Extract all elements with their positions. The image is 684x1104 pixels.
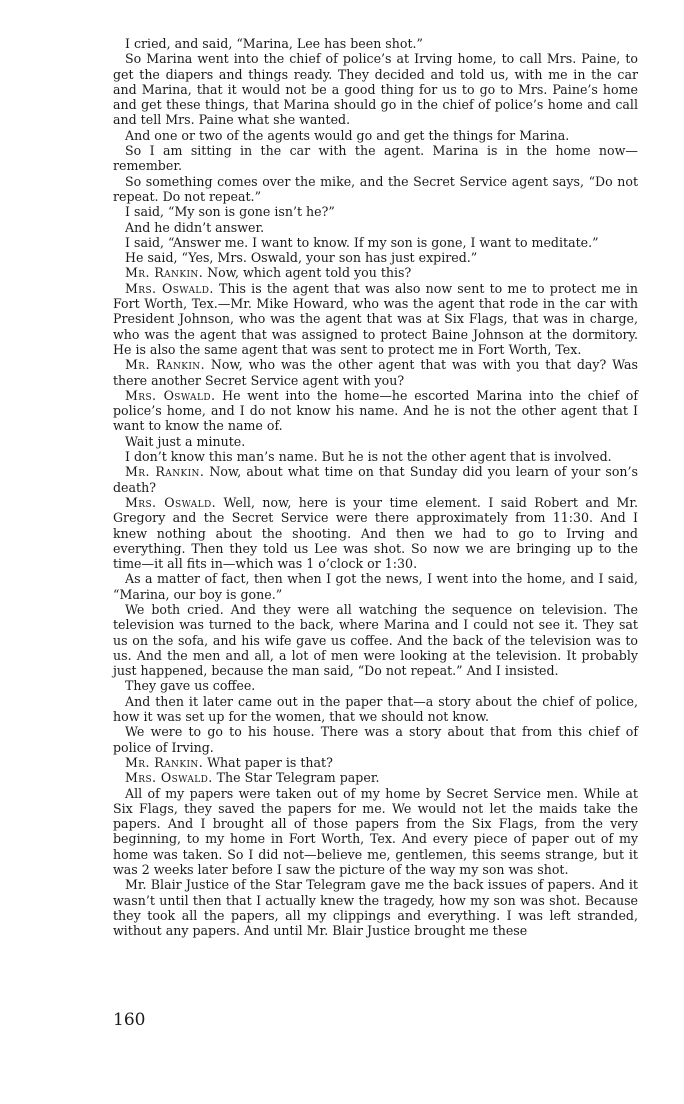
- paragraph: I don’t know this man’s name. But he is not the other agent that is involved.: [125, 449, 612, 465]
- paragraph: Mr. Rankin. Now, which agent told you this?: [125, 265, 412, 281]
- paragraph: I cried, and said, “Marina, Lee has been shot.”: [125, 36, 423, 51]
- paragraph: Mrs. Oswald. This is the agent that was also now sent to me to protect me in Fort Worth, Tex.—Mr. Mike Howard, who was the agent that rode in the car with President Johnson, who was the agent that was at Six Flags, that was in charge, who was the agent that was assigned to protect Baine Johnson at the dormitory. He is also the same agent that was sent to protect me in Fort Worth, Tex.: [113, 280, 638, 357]
- paragraph: We both cried. And they were all watching the sequence on television. The television was turned to the back, where Marina and I could not see it. They sat us on the sofa, and his wife gave us coffee. And the back of the television was to us. And the men and all, a lot of men were looking at the television. It probably just happened, because the man said, “Do not repeat.” And I insisted.: [113, 601, 638, 679]
- paragraph: Mr. Rankin. What paper is that?: [125, 754, 333, 770]
- page-number: 160: [113, 1010, 146, 1030]
- paragraph: All of my papers were taken out of my home by Secret Service men. While at Six Flags, they saved the papers for me. We would not let the maids take the papers. And I brought all of those papers from the Six Flags, from the very beginning, to my home in Fort Worth, Tex. And every piece of paper out of my home was taken. So I did not—believe me, gentlemen, this seems strange, but it was 2 weeks later before I saw the picture of the way my son was shot.: [113, 785, 638, 878]
- paragraph: So something comes over the mike, and the Secret Service agent says, “Do not repeat. Do not repeat.”: [113, 173, 638, 204]
- speaker: Mr. Rankin.: [125, 265, 204, 281]
- paragraph: Mrs. Oswald. He went into the home—he escorted Marina into the chief of police’s home, and I do not know his name. And he is not the other agent that I want to know the name of.: [113, 387, 638, 434]
- paragraph: And then it later came out in the paper that—a story about the chief of police, how it was set up for the women, that we should not know.: [113, 693, 638, 725]
- speaker: Mr. Rankin.: [125, 464, 205, 480]
- paragraph: Mr. Rankin. Now, about what time on that Sunday did you learn of your son’s death?: [113, 464, 638, 495]
- paragraph: And one or two of the agents would go and get the things for Marina.: [125, 127, 570, 143]
- paragraph: He said, “Yes, Mrs. Oswald, your son has just expired.”: [125, 250, 478, 266]
- paragraph: We were to go to his house. There was a story about that from this chief of police of Irving.: [113, 724, 638, 755]
- paragraph: Mr. Blair Justice of the Star Telegram gave me the back issues of papers. And it wasn’t until then that I actually knew the tragedy, how my son was shot. Because they took all the papers, all my clippings and everything. I was left stranded, without any papers. And until Mr. Blair Justice brought me these: [113, 877, 638, 939]
- paragraph: Mr. Rankin. Now, who was the other agent that was with you that day? Was there another Secret Service agent with you?: [113, 357, 638, 388]
- paragraph: I said, “Answer me. I want to know. If my son is gone, I want to meditate.”: [125, 234, 599, 250]
- paragraph: So Marina went into the chief of police’s at Irving home, to call Mrs. Paine, to get the diapers and things ready. They decided and told us, with me in the car and Marina, that it would not be a good thing for us to go to Mrs. Paine’s home and get these things, that Marina should go in the chief of police’s home and call and tell Mrs. Paine what she wanted.: [113, 51, 638, 128]
- paragraph: So I am sitting in the car with the agent. Marina is in the home now—remember.: [113, 143, 638, 174]
- paragraph: Wait just a minute.: [125, 433, 246, 449]
- paragraph: Mrs. Oswald. The Star Telegram paper.: [125, 770, 380, 786]
- paragraph: They gave us coffee.: [125, 678, 256, 694]
- document-body: [113, 36, 638, 939]
- paragraph: As a matter of fact, then when I got the news, I went into the home, and I said, “Marina, our boy is gone.”: [113, 571, 638, 602]
- speaker: Mr. Rankin.: [125, 754, 204, 770]
- speaker: Mrs. Oswald.: [125, 494, 217, 510]
- paragraph: I said, “My son is gone isn’t he?”: [125, 204, 335, 220]
- speaker: Mrs. Oswald.: [125, 770, 213, 786]
- paragraph: Mrs. Oswald. Well, now, here is your time element. I said Robert and Mr. Gregory and the Secret Service were there approximately from 11:30. And I knew nothing about the shooting. And then we had to go to Irving and everything. Then they told us Lee was shot. So now we are bringing up to the time—it all fits in—which was 1 o’clock or 1:30.: [113, 494, 638, 572]
- speaker: Mrs. Oswald.: [125, 280, 214, 296]
- speaker: Mrs. Oswald.: [125, 387, 216, 403]
- speaker: Mr. Rankin.: [125, 357, 205, 373]
- paragraph: And he didn’t answer.: [125, 219, 265, 235]
